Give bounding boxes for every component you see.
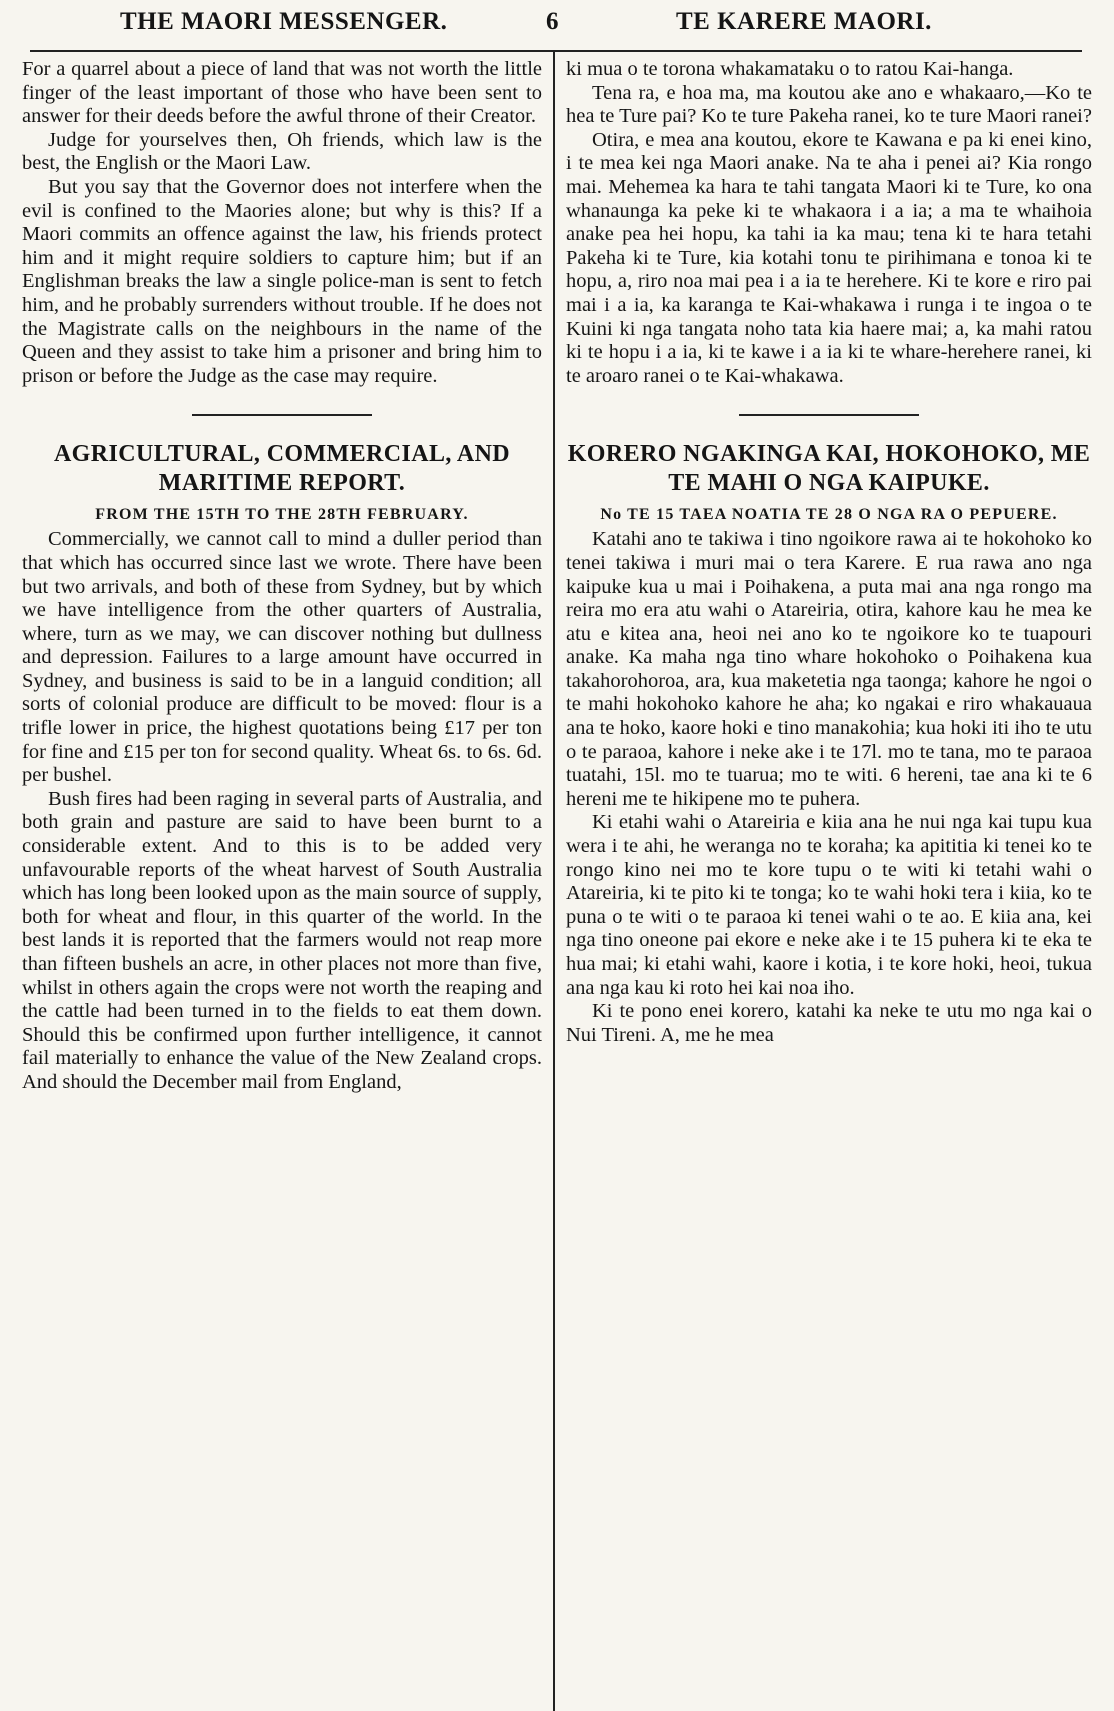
maori-paragraph: Otira, e mea ana koutou, ekore te Kawana e pa ki enei kino, i te mea kei nga Maori anake. Na te aha i penei ai? Kia rongo mai. Mehemea ka hara te tahi tangata Maori ki te Ture, ko ona whanaunga ka peke ki te whakaora i a ia; a ma te whaihoia anake pea hei hopu, ka tahi ia ka mau; tena ki te hara tetahi Pakeha ki te Ture, kia kotahi tonu te pirihimana e tonoa ki te hopu, a, riro noa mai pea i a ia te herehere. Ki te kore e riro pai mai i a ia, ka karanga te Kai-whakawa i runga i te ingoa o te Kuini ki nga tangata noho tata kia haere mai; a, ka mahi ratou ki te hopu i a ia, ki te kawe i a ia ki te whare-herehere ranei, ki te aroaro ranei o te Kai-whakawa. (566, 128, 1092, 387)
masthead (0, 6, 1114, 40)
report-heading: AGRICULTURAL, COMMERCIAL, AND MARITIME REPORT. (53, 441, 511, 497)
report-dates: FROM THE 15TH TO THE 28TH FEBRUARY. (95, 506, 469, 524)
report-paragraph: Commercially, we cannot call to mind a duller period than that which has occurred since last we wrote. There have been but two arrivals, and both of these from Sydney, but by which we have intelligence from the other quarters of Australia, where, turn as we may, we can discover nothing but dullness and depression. Failures to a large amount have occurred in Sydney, and business is said to be in a languid condition; all sorts of colonial produce are difficult to be moved: flour is a trifle lower in price, the highest quotations being £17 per ton for fine and £15 per ton for second quality. Wheat 6s. to 6s. 6d. per bushel. (22, 528, 542, 787)
report-heading: KORERO NGAKINGA KAI, HOKOHOKO, ME TE MAHI O NGA KAIPUKE. (567, 441, 1091, 497)
english-paragraph: But you say that the Governor does not interfere when the evil is confined to the Maories alone; but why is this? If a Maori commits an offence against the law, his friends protect him and it might require soldiers to capture him; but if an Englishman breaks the law a single police-man is sent to fetch him, and he probably surrenders without trouble. If he does not the Magistrate calls on the neighbours in the name of the Queen and they assist to take him a prisoner and bring him to prison or before the Judge as the case may require. (22, 175, 542, 387)
maori-paragraph: Tena ra, e hoa ma, ma koutou ake ano e whakaaro,—Ko te hea te Ture pai? Ko te ture Pakeha ranei, ko te ture Maori ranei? (566, 81, 1092, 128)
section-rule (739, 414, 919, 416)
section-rule (192, 414, 372, 416)
english-paragraph: Judge for yourselves then, Oh friends, which law is the best, the English or the Maori Law. (22, 128, 542, 175)
english-paragraph: For a quarrel about a piece of land that was not worth the little finger of the least important of those who have been sent to answer for their deeds before the awful throne of their Creator. (22, 58, 542, 128)
english-column (22, 58, 542, 1095)
maori-title: TE KARERE MAORI. (676, 8, 932, 35)
column-divider (553, 52, 555, 1711)
english-title: THE MAORI MESSENGER. (120, 8, 448, 35)
page-number: 6 (546, 8, 559, 35)
report-paragraph: Bush fires had been raging in several parts of Australia, and both grain and pasture are said to have been burnt to a considerable extent. And to this is to be added very unfavourable reports of the wheat harvest of South Australia which has long been looked upon as the main source of supply, both for wheat and flour, in this quarter of the world. In the best lands it is reported that the farmers would not reap more than fifteen bushels an acre, in other places not more than five, whilst in others again the crops were not worth the reaping and the cattle had been turned in to the fields to eat them down. Should this be confirmed upon further intelligence, it cannot fail materially to enhance the value of the New Zealand crops. And should the December mail from England, (22, 787, 542, 1093)
report-dates: No TE 15 TAEA NOATIA TE 28 O NGA RA O PEPUERE. (600, 506, 1058, 524)
header-rule (30, 50, 1082, 52)
maori-column (566, 58, 1092, 1047)
maori-paragraph: ki mua o te torona whakamataku o to ratou Kai-hanga. (566, 58, 1014, 80)
report-paragraph: Ki etahi wahi o Atareiria e kiia ana he nui nga kai tupu kua wera i te ahi, he weranga no te koraha; ka apititia ki tenei ko te rongo kino nei mo te kore tupu o te witi ki tetahi wahi o Atareiria, ki te pito ki te tonga; ko te wahi hoki tera i kiia, ko te puna o te witi o te paraoa ki tenei wahi o te ao. E kiia ana, kei nga tino oneone pai ekore e neke ake i te 15 puhera ki te eka te hua mai; ki etahi wahi, kaore i kotia, i te kore hoki, heoi, tukua ana nga kau ki roto hei kai noa iho. (566, 811, 1092, 999)
report-paragraph: Katahi ano te takiwa i tino ngoikore rawa ai te hokohoko ko tenei takiwa i muri mai o tera Karere. E rua rawa ano nga kaipuke kua u mai i Poihakena, a puta mai ana nga rongo ma reira mo era atu wahi o Atareiria, otira, kahore kau he mea ke atu e kitea ana, heoi nei ano ko te ngoikore ko te tuapouri anake. Ka maha nga tino whare hokohoko o Poihakena kua takahorohoroa, ara, kua maketetia nga taonga; kahore he ngoi o te mahi hokohoko kahore he aha; ko ngakai e riro whakauaua ana te hoko, kaore hoki e tino manakohia; kua hoki iti iho te utu o te paraoa, kahore i neke ake i te 17l. mo te tana, mo te paraoa tuatahi, 15l. mo te tuarua; mo te witi. 6 hereni, tae ana ki te 6 hereni me te hikipene mo te puhera. (566, 528, 1092, 810)
report-paragraph: Ki te pono enei korero, katahi ka neke te utu mo nga kai o Nui Tireni. A, me he mea (566, 1000, 1092, 1046)
